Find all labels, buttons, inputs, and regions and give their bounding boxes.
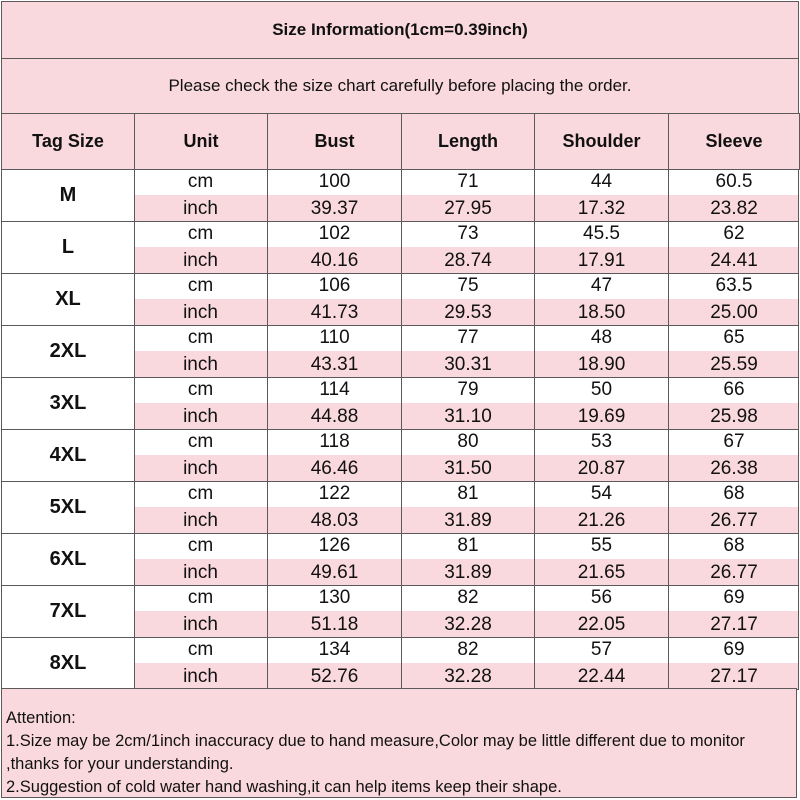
value-cell: 45.5 xyxy=(534,221,668,247)
header-bust: Bust xyxy=(267,113,402,170)
header-unit: Unit xyxy=(134,113,268,170)
unit-cell: inch xyxy=(134,351,267,378)
unit-cell: inch xyxy=(134,247,267,274)
value-cell: 44.88 xyxy=(267,403,401,430)
chart-subtitle: Please check the size chart carefully before placing the order. xyxy=(1,58,799,114)
value-cell: 62 xyxy=(668,221,799,247)
unit-cell: cm xyxy=(134,429,267,455)
tag-size-cell: 4XL xyxy=(1,429,135,482)
value-cell: 68 xyxy=(668,533,799,559)
size-chart xyxy=(1,1,799,799)
value-cell: 27.17 xyxy=(668,663,799,690)
value-cell: 48.03 xyxy=(267,507,401,534)
value-cell: 53 xyxy=(534,429,668,455)
value-cell: 68 xyxy=(668,481,799,507)
value-cell: 100 xyxy=(267,169,401,195)
value-cell: 57 xyxy=(534,637,668,663)
value-cell: 31.10 xyxy=(401,403,534,430)
value-cell: 77 xyxy=(401,325,534,351)
value-cell: 43.31 xyxy=(267,351,401,378)
value-cell: 79 xyxy=(401,377,534,403)
value-cell: 28.74 xyxy=(401,247,534,274)
unit-cell: cm xyxy=(134,325,267,351)
unit-cell: cm xyxy=(134,273,267,299)
value-cell: 71 xyxy=(401,169,534,195)
value-cell: 24.41 xyxy=(668,247,799,274)
value-cell: 114 xyxy=(267,377,401,403)
value-cell: 25.59 xyxy=(668,351,799,378)
attention-heading: Attention: xyxy=(6,709,76,727)
value-cell: 126 xyxy=(267,533,401,559)
value-cell: 81 xyxy=(401,481,534,507)
value-cell: 25.00 xyxy=(668,299,799,326)
tag-size-cell: 3XL xyxy=(1,377,135,430)
value-cell: 69 xyxy=(668,585,799,611)
unit-cell: cm xyxy=(134,585,267,611)
value-cell: 26.77 xyxy=(668,559,799,586)
value-cell: 23.82 xyxy=(668,195,799,222)
value-cell: 51.18 xyxy=(267,611,401,638)
unit-cell: inch xyxy=(134,611,267,638)
header-tag-size: Tag Size xyxy=(1,113,135,170)
value-cell: 56 xyxy=(534,585,668,611)
value-cell: 18.50 xyxy=(534,299,668,326)
tag-size-cell: 5XL xyxy=(1,481,135,534)
value-cell: 31.89 xyxy=(401,559,534,586)
tag-size-cell: 7XL xyxy=(1,585,135,638)
value-cell: 54 xyxy=(534,481,668,507)
value-cell: 19.69 xyxy=(534,403,668,430)
tag-size-cell: M xyxy=(1,169,135,222)
value-cell: 18.90 xyxy=(534,351,668,378)
value-cell: 32.28 xyxy=(401,663,534,690)
value-cell: 31.50 xyxy=(401,455,534,482)
value-cell: 122 xyxy=(267,481,401,507)
value-cell: 52.76 xyxy=(267,663,401,690)
value-cell: 49.61 xyxy=(267,559,401,586)
tag-size-cell: 6XL xyxy=(1,533,135,586)
value-cell: 25.98 xyxy=(668,403,799,430)
value-cell: 102 xyxy=(267,221,401,247)
value-cell: 55 xyxy=(534,533,668,559)
value-cell: 48 xyxy=(534,325,668,351)
value-cell: 134 xyxy=(267,637,401,663)
unit-cell: cm xyxy=(134,169,267,195)
value-cell: 65 xyxy=(668,325,799,351)
attention-note-2: 2.Suggestion of cold water hand washing,it can help items keep their shape. xyxy=(6,778,562,796)
value-cell: 27.95 xyxy=(401,195,534,222)
unit-cell: cm xyxy=(134,533,267,559)
value-cell: 82 xyxy=(401,585,534,611)
tag-size-cell: 2XL xyxy=(1,325,135,378)
value-cell: 66 xyxy=(668,377,799,403)
value-cell: 82 xyxy=(401,637,534,663)
value-cell: 30.31 xyxy=(401,351,534,378)
attention-notes xyxy=(1,688,797,798)
tag-size-cell: 8XL xyxy=(1,637,135,690)
tag-size-cell: XL xyxy=(1,273,135,326)
chart-title: Size Information(1cm=0.39inch) xyxy=(1,1,799,59)
value-cell: 60.5 xyxy=(668,169,799,195)
value-cell: 32.28 xyxy=(401,611,534,638)
unit-cell: inch xyxy=(134,507,267,534)
value-cell: 73 xyxy=(401,221,534,247)
header-sleeve: Sleeve xyxy=(668,113,800,170)
value-cell: 29.53 xyxy=(401,299,534,326)
value-cell: 20.87 xyxy=(534,455,668,482)
unit-cell: cm xyxy=(134,637,267,663)
attention-note-1: 1.Size may be 2cm/1inch inaccuracy due to hand measure,Color may be little different due to monitor ,thanks for your understanding. xyxy=(6,732,745,773)
value-cell: 80 xyxy=(401,429,534,455)
unit-cell: inch xyxy=(134,195,267,222)
value-cell: 17.91 xyxy=(534,247,668,274)
value-cell: 44 xyxy=(534,169,668,195)
value-cell: 130 xyxy=(267,585,401,611)
unit-cell: cm xyxy=(134,377,267,403)
value-cell: 69 xyxy=(668,637,799,663)
value-cell: 75 xyxy=(401,273,534,299)
header-shoulder: Shoulder xyxy=(534,113,669,170)
unit-cell: inch xyxy=(134,403,267,430)
value-cell: 106 xyxy=(267,273,401,299)
unit-cell: inch xyxy=(134,299,267,326)
value-cell: 22.05 xyxy=(534,611,668,638)
value-cell: 63.5 xyxy=(668,273,799,299)
value-cell: 21.65 xyxy=(534,559,668,586)
value-cell: 22.44 xyxy=(534,663,668,690)
value-cell: 31.89 xyxy=(401,507,534,534)
unit-cell: inch xyxy=(134,455,267,482)
unit-cell: cm xyxy=(134,481,267,507)
unit-cell: inch xyxy=(134,663,267,690)
value-cell: 40.16 xyxy=(267,247,401,274)
value-cell: 26.77 xyxy=(668,507,799,534)
value-cell: 110 xyxy=(267,325,401,351)
value-cell: 46.46 xyxy=(267,455,401,482)
value-cell: 41.73 xyxy=(267,299,401,326)
value-cell: 27.17 xyxy=(668,611,799,638)
value-cell: 81 xyxy=(401,533,534,559)
value-cell: 17.32 xyxy=(534,195,668,222)
unit-cell: inch xyxy=(134,559,267,586)
tag-size-cell: L xyxy=(1,221,135,274)
value-cell: 26.38 xyxy=(668,455,799,482)
value-cell: 50 xyxy=(534,377,668,403)
value-cell: 47 xyxy=(534,273,668,299)
unit-cell: cm xyxy=(134,221,267,247)
value-cell: 21.26 xyxy=(534,507,668,534)
value-cell: 39.37 xyxy=(267,195,401,222)
value-cell: 67 xyxy=(668,429,799,455)
value-cell: 118 xyxy=(267,429,401,455)
header-length: Length xyxy=(401,113,535,170)
